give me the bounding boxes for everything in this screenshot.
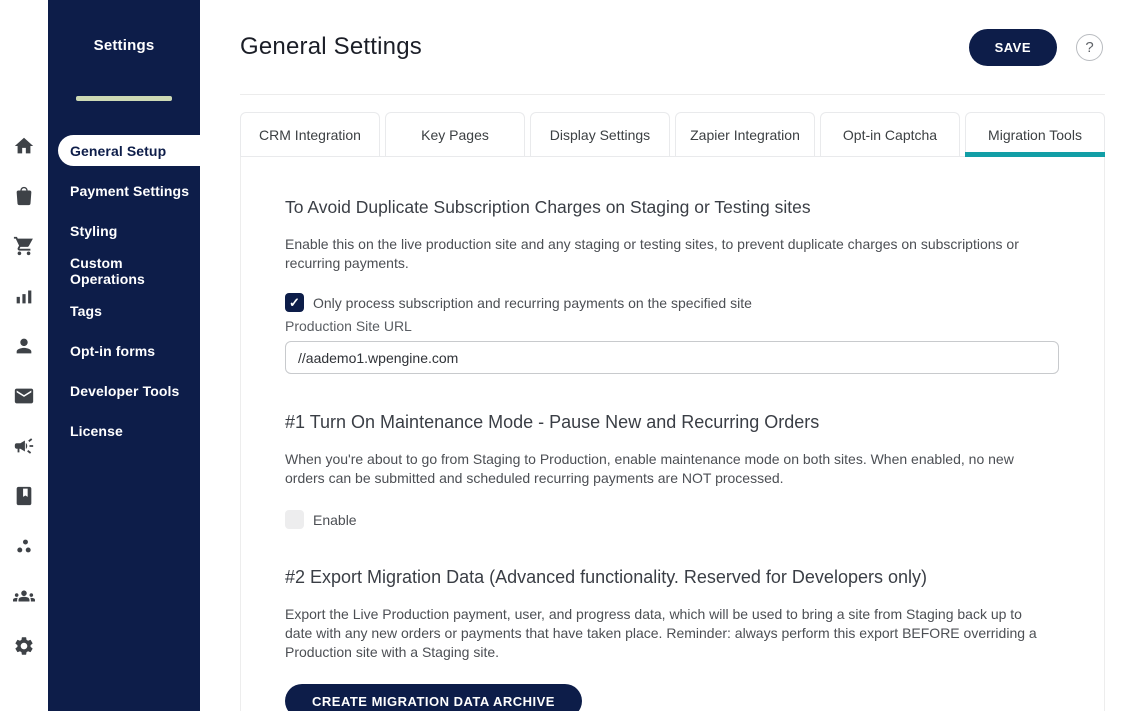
help-icon[interactable]: ? xyxy=(1076,34,1103,61)
settings-tabs xyxy=(240,112,1105,157)
specified-site-checkbox[interactable] xyxy=(285,293,304,312)
megaphone-icon[interactable] xyxy=(13,435,35,457)
intro-section-heading: To Avoid Duplicate Subscription Charges on Staging or Testing sites xyxy=(285,197,811,217)
settings-sidebar xyxy=(48,0,200,711)
tab-display-settings[interactable]: Display Settings xyxy=(530,112,670,156)
sidebar-divider xyxy=(76,96,172,101)
people-group-icon[interactable] xyxy=(13,585,35,607)
tab-zapier-integration[interactable]: Zapier Integration xyxy=(675,112,815,156)
create-migration-archive-button[interactable]: CREATE MIGRATION DATA ARCHIVE xyxy=(285,684,582,711)
sidebar-item-styling[interactable]: Styling xyxy=(70,223,118,239)
cluster-icon[interactable] xyxy=(13,535,35,557)
sidebar-title: Settings xyxy=(93,37,155,54)
app-icon-rail xyxy=(0,0,48,711)
export-migration-heading: #2 Export Migration Data (Advanced functionality. Reserved for Developers only) xyxy=(285,567,927,587)
person-icon[interactable] xyxy=(13,335,35,357)
book-icon[interactable] xyxy=(13,485,35,507)
sidebar-menu xyxy=(48,131,200,451)
intro-section-body: Enable this on the live production site and any staging or testing sites, to prevent duplicate charges on subscriptions or recurring payments. xyxy=(285,236,1019,271)
page-title: General Settings xyxy=(240,33,422,60)
envelope-icon[interactable] xyxy=(13,385,35,407)
check-icon: ✓ xyxy=(289,295,300,310)
tab-migration-tools[interactable]: Migration Tools xyxy=(965,112,1105,156)
gear-icon[interactable] xyxy=(13,635,35,657)
tab-key-pages[interactable]: Key Pages xyxy=(385,112,525,156)
sidebar-item-developer-tools[interactable]: Developer Tools xyxy=(70,383,180,399)
enable-checkbox-label: Enable xyxy=(313,511,357,528)
page-header xyxy=(240,0,1105,95)
specified-site-checkbox-row[interactable] xyxy=(285,293,1059,312)
shopping-bag-icon[interactable] xyxy=(13,185,35,207)
enable-checkbox-row[interactable] xyxy=(285,510,1059,529)
maintenance-mode-heading: #1 Turn On Maintenance Mode - Pause New and Recurring Orders xyxy=(285,412,820,432)
maintenance-mode-body: When you're about to go from Staging to Production, enable maintenance mode on both sites. When enabled, no new orders can be submitted and scheduled recurring payments are NOT processed. xyxy=(285,451,1014,486)
migration-tools-panel xyxy=(240,157,1105,711)
sidebar-item-custom-operations[interactable]: Custom Operations xyxy=(70,255,145,287)
shopping-cart-icon[interactable] xyxy=(13,235,35,257)
save-button[interactable]: SAVE xyxy=(969,29,1057,66)
tab-crm-integration[interactable]: CRM Integration xyxy=(240,112,380,156)
production-site-url-input[interactable] xyxy=(285,341,1059,374)
home-icon[interactable] xyxy=(13,135,35,157)
main-content xyxy=(200,0,1125,711)
sidebar-item-tags[interactable]: Tags xyxy=(70,303,103,319)
tab-opt-in-captcha[interactable]: Opt-in Captcha xyxy=(820,112,960,156)
sidebar-item-opt-in-forms[interactable]: Opt-in forms xyxy=(70,343,156,359)
enable-checkbox[interactable] xyxy=(285,510,304,529)
sidebar-item-license[interactable]: License xyxy=(70,423,123,439)
export-migration-body: Export the Live Production payment, user, and progress data, which will be used to bring a site from Staging back up to date with any new orders or payments that have taken place. Reminder: always perform this export BEFORE overriding a Production site with a Staging site. xyxy=(285,606,1037,660)
bar-chart-icon[interactable] xyxy=(13,285,35,307)
sidebar-item-general-setup[interactable]: General Setup xyxy=(58,135,200,166)
production-site-url-label: Production Site URL xyxy=(285,318,412,334)
sidebar-item-payment-settings[interactable]: Payment Settings xyxy=(70,183,190,199)
specified-site-checkbox-label: Only process subscription and recurring payments on the specified site xyxy=(313,294,752,311)
